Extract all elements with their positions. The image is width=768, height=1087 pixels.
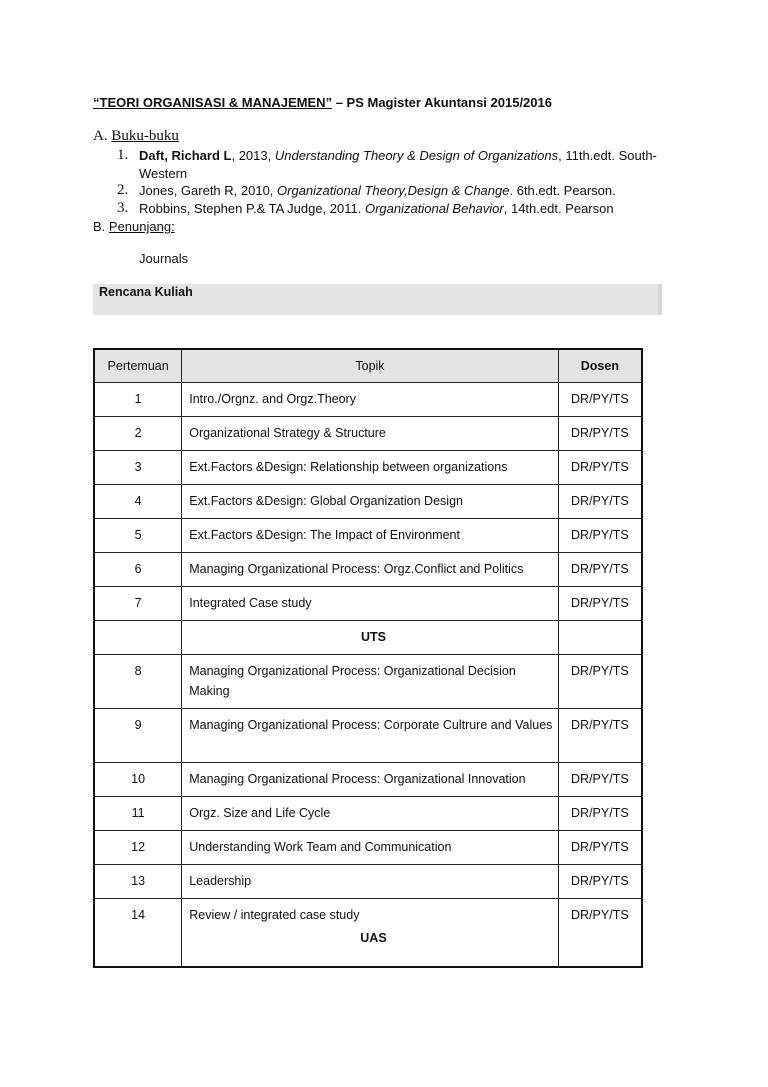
session-lecturer: DR/PY/TS xyxy=(571,562,629,576)
reference-number: 1. xyxy=(117,147,129,163)
session-number: 9 xyxy=(134,718,142,732)
rencana-kuliah-bar xyxy=(93,284,662,315)
reference-edition: . 6th.edt. Pearson. xyxy=(509,183,616,198)
document-title xyxy=(93,95,552,110)
session-lecturer: DR/PY/TS xyxy=(571,494,629,508)
reference-number: 3. xyxy=(117,200,129,216)
session-topic: Understanding Work Team and Communication xyxy=(189,840,452,854)
rencana-kuliah-label: Rencana Kuliah xyxy=(99,285,193,299)
session-topic: Leadership xyxy=(189,874,252,888)
reference-author: Daft, Richard L xyxy=(139,148,232,163)
table-row xyxy=(94,831,642,865)
session-number: 8 xyxy=(134,664,142,678)
session-topic: Managing Organizational Process: Corporate Cultrure and Values xyxy=(189,718,553,732)
session-topic: Managing Organizational Process: Organizational Decision Making xyxy=(189,664,516,698)
session-lecturer: DR/PY/TS xyxy=(571,460,629,474)
reference-author: Jones, Gareth R, 2010, xyxy=(139,183,278,198)
table-row xyxy=(94,383,642,417)
reference-title: Organizational Theory,Design & Change xyxy=(277,183,510,198)
table-row xyxy=(94,709,642,763)
header-dosen: Dosen xyxy=(558,349,642,383)
table-row xyxy=(94,865,642,899)
session-topic: Organizational Strategy & Structure xyxy=(189,426,386,440)
session-number: 2 xyxy=(134,426,142,440)
title-main: “TEORI ORGANISASI & MANAJEMEN” xyxy=(93,95,333,110)
uts-label: UTS xyxy=(360,630,386,644)
session-lecturer: DR/PY/TS xyxy=(571,426,629,440)
table-row xyxy=(94,519,642,553)
session-lecturer: DR/PY/TS xyxy=(571,840,629,854)
reference-year: , 2013, xyxy=(231,148,275,163)
table-row xyxy=(94,553,642,587)
session-topic: Review / integrated case study xyxy=(189,908,360,922)
table-row xyxy=(94,899,642,967)
session-lecturer: DR/PY/TS xyxy=(571,528,629,542)
session-lecturer: DR/PY/TS xyxy=(571,664,629,678)
header-topik: Topik xyxy=(182,349,558,383)
section-b-prefix: B. xyxy=(93,219,109,234)
session-lecturer: DR/PY/TS xyxy=(571,806,629,820)
session-lecturer: DR/PY/TS xyxy=(571,772,629,786)
session-topic: Managing Organizational Process: Orgz.Conflict and Politics xyxy=(189,562,524,576)
section-a-label: Buku-buku xyxy=(111,128,179,144)
session-number: 11 xyxy=(131,806,145,820)
reference-edition: , 14th.edt. Pearson xyxy=(503,201,614,216)
table-header-row xyxy=(94,349,642,383)
session-lecturer: DR/PY/TS xyxy=(571,718,629,732)
session-number: 6 xyxy=(134,562,142,576)
session-topic: Ext.Factors &Design: Global Organization Design xyxy=(189,494,463,508)
session-topic: Ext.Factors &Design: The Impact of Environment xyxy=(189,528,460,542)
reference-2 xyxy=(117,182,677,200)
table-row xyxy=(94,587,642,621)
table-row xyxy=(94,655,642,709)
session-topic: Integrated Case study xyxy=(189,596,312,610)
header-pertemuan: Pertemuan xyxy=(94,349,182,383)
session-topic: Intro./Orgnz. and Orgz.Theory xyxy=(189,392,356,406)
table-row xyxy=(94,763,642,797)
table-row xyxy=(94,485,642,519)
session-lecturer: DR/PY/TS xyxy=(571,908,629,922)
reference-title: Understanding Theory & Design of Organizations xyxy=(274,148,559,163)
table-row xyxy=(94,417,642,451)
session-number: 3 xyxy=(134,460,142,474)
reference-edition: , 11th.edt. South-Western xyxy=(139,148,657,181)
session-lecturer: DR/PY/TS xyxy=(571,596,629,610)
uts-row xyxy=(94,621,642,655)
session-number: 1 xyxy=(134,392,142,406)
session-number: 13 xyxy=(131,874,146,888)
session-lecturer: DR/PY/TS xyxy=(571,874,629,888)
session-topic: Ext.Factors &Design: Relationship between organizations xyxy=(189,460,508,474)
uas-label: UAS xyxy=(360,931,387,945)
reference-1 xyxy=(117,147,677,183)
reference-author: Robbins, Stephen P.& TA Judge, 2011. xyxy=(139,201,365,216)
reference-number: 2. xyxy=(117,182,129,198)
title-program: – PS Magister Akuntansi 2015/2016 xyxy=(332,95,552,110)
section-a-heading xyxy=(93,128,179,145)
session-topic: Orgz. Size and Life Cycle xyxy=(189,806,331,820)
table-row xyxy=(94,451,642,485)
section-b-heading xyxy=(93,219,175,234)
section-a-prefix: A. xyxy=(93,128,112,144)
session-number: 7 xyxy=(134,596,142,610)
table-row xyxy=(94,797,642,831)
session-topic: Managing Organizational Process: Organizational Innovation xyxy=(189,772,526,786)
reference-title: Organizational Behavior xyxy=(364,201,504,216)
supporting-journals: Journals xyxy=(139,251,189,266)
reference-3 xyxy=(117,200,677,218)
session-number: 10 xyxy=(131,772,146,786)
session-number: 14 xyxy=(131,908,146,922)
session-number: 5 xyxy=(134,528,142,542)
session-lecturer: DR/PY/TS xyxy=(571,392,629,406)
schedule-table xyxy=(93,348,643,968)
section-b-label: Penunjang: xyxy=(108,219,175,234)
session-number: 4 xyxy=(134,494,142,508)
session-number: 12 xyxy=(131,840,146,854)
